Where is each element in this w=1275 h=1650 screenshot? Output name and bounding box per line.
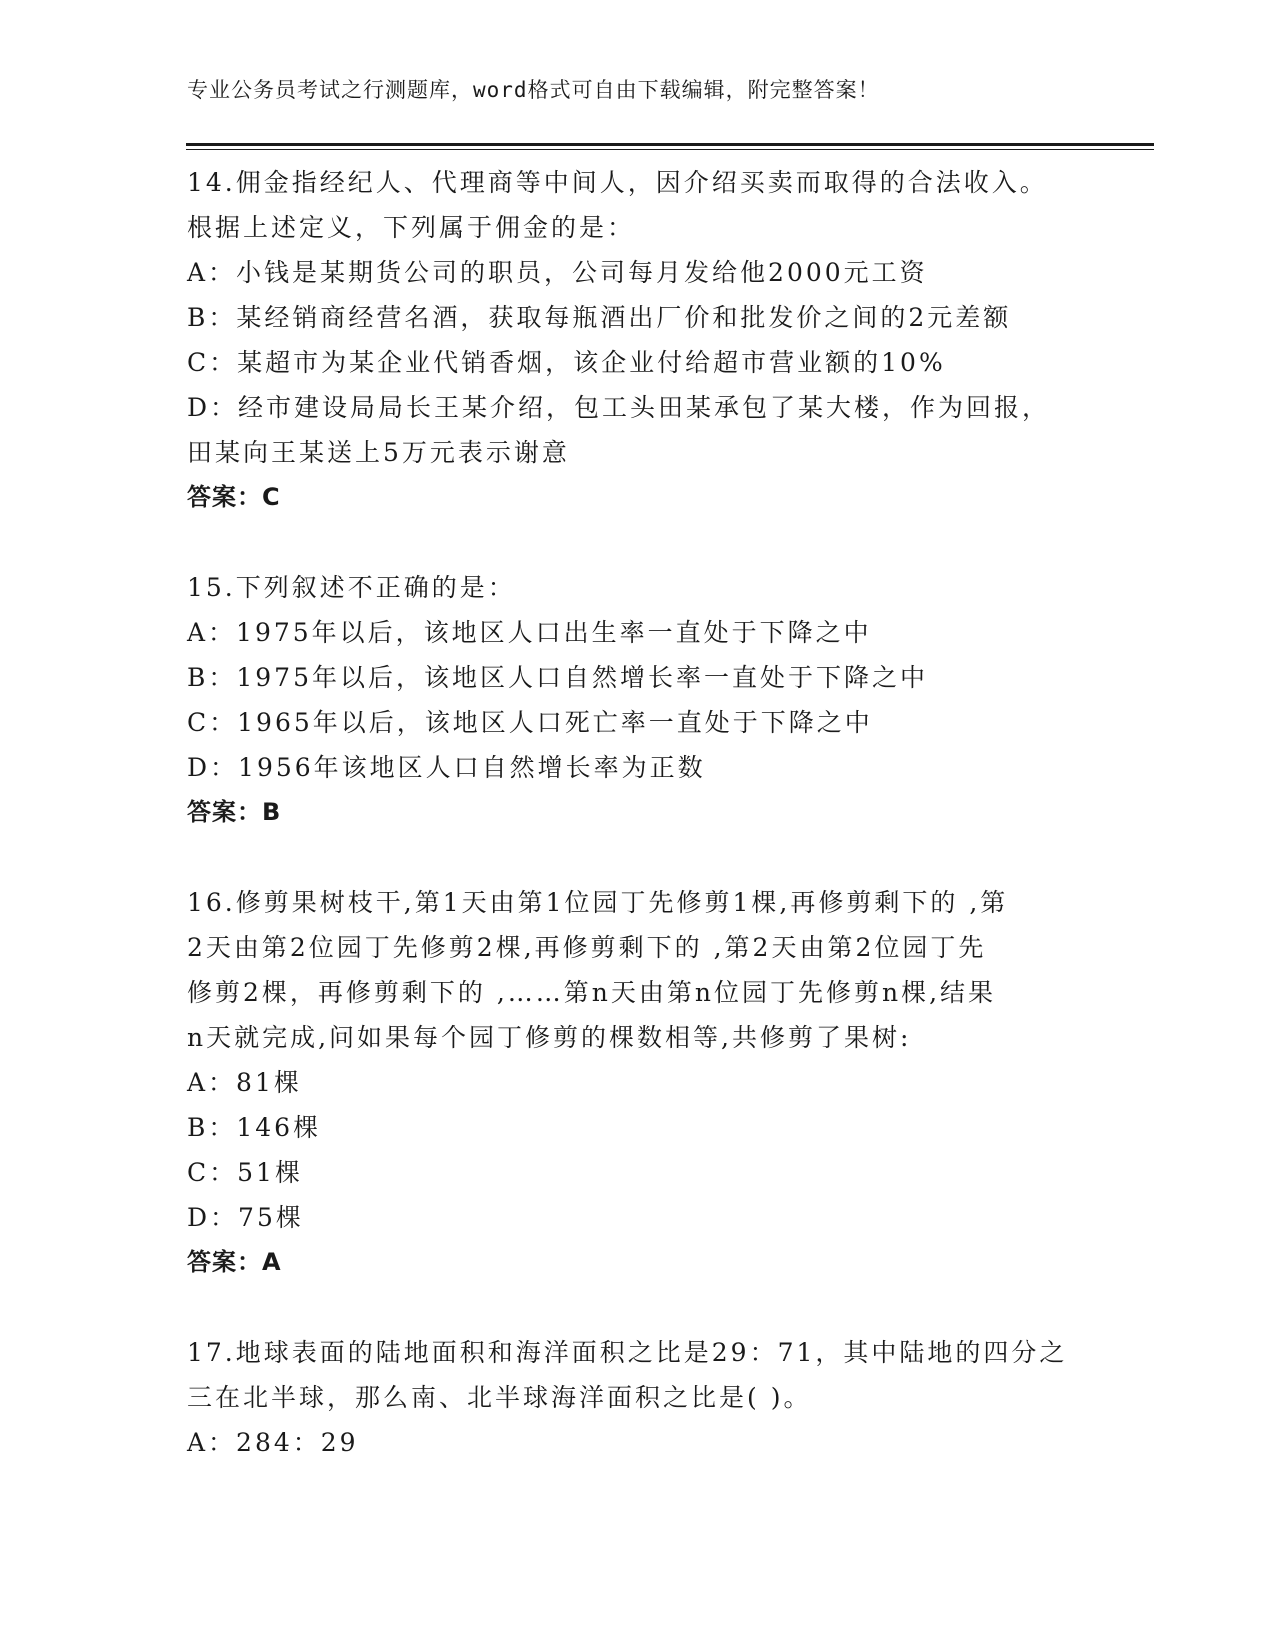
answer: 答案：C	[187, 483, 281, 511]
page-header: 专业公务员考试之行测题库，word格式可自由下载编辑，附完整答案！	[187, 78, 880, 102]
question-16	[187, 880, 1087, 1285]
header-rule-thin	[186, 149, 1154, 150]
question-17	[187, 1330, 1087, 1465]
question-15	[187, 565, 1087, 835]
option-a: A：284：29	[187, 1428, 359, 1457]
option-b: B：某经销商经营名酒，获取每瓶酒出厂价和批发价之间的2元差额	[187, 303, 1012, 332]
option-c: C：某超市为某企业代销香烟，该企业付给超市营业额的10%	[187, 348, 946, 377]
option-b: B：146棵	[187, 1113, 322, 1142]
question-line: 2天由第2位园丁先修剪2棵,再修剪剩下的 ,第2天由第2位园丁先	[187, 933, 987, 962]
question-line: 17.地球表面的陆地面积和海洋面积之比是29：71，其中陆地的四分之	[187, 1338, 1068, 1367]
question-line: 14.佣金指经纪人、代理商等中间人，因介绍买卖而取得的合法收入。	[187, 168, 1048, 197]
answer: 答案：A	[187, 1248, 282, 1276]
question-line: 三在北半球，那么南、北半球海洋面积之比是( )。	[187, 1383, 812, 1412]
option-a: A：81棵	[187, 1068, 302, 1097]
option-a: A：1975年以后，该地区人口出生率一直处于下降之中	[187, 618, 872, 647]
option-d: D：1956年该地区人口自然增长率为正数	[187, 753, 706, 782]
question-line: 15.下列叙述不正确的是：	[187, 573, 516, 602]
spacer	[187, 520, 1087, 565]
option-c: C：1965年以后，该地区人口死亡率一直处于下降之中	[187, 708, 873, 737]
option-b: B：1975年以后，该地区人口自然增长率一直处于下降之中	[187, 663, 928, 692]
option-d: D：经市建设局局长王某介绍，包工头田某承包了某大楼，作为回报，	[187, 393, 1051, 422]
option-a: A：小钱是某期货公司的职员，公司每月发给他2000元工资	[187, 258, 928, 287]
question-list	[187, 160, 1087, 1465]
spacer	[187, 835, 1087, 880]
header-rule-thick	[186, 143, 1154, 146]
question-line: n天就完成,问如果每个园丁修剪的棵数相等,共修剪了果树:	[187, 1023, 912, 1052]
option-d: D：75棵	[187, 1203, 304, 1232]
answer: 答案：B	[187, 798, 282, 826]
option-d-continued: 田某向王某送上5万元表示谢意	[187, 438, 570, 467]
question-line: 16.修剪果树枝干,第1天由第1位园丁先修剪1棵,再修剪剩下的 ,第	[187, 888, 1009, 917]
question-14	[187, 160, 1087, 520]
option-c: C：51棵	[187, 1158, 303, 1187]
question-line: 根据上述定义，下列属于佣金的是：	[187, 213, 636, 242]
question-line: 修剪2棵，再修剪剩下的 ,……第n天由第n位园丁先修剪n棵,结果	[187, 978, 997, 1007]
spacer	[187, 1285, 1087, 1330]
